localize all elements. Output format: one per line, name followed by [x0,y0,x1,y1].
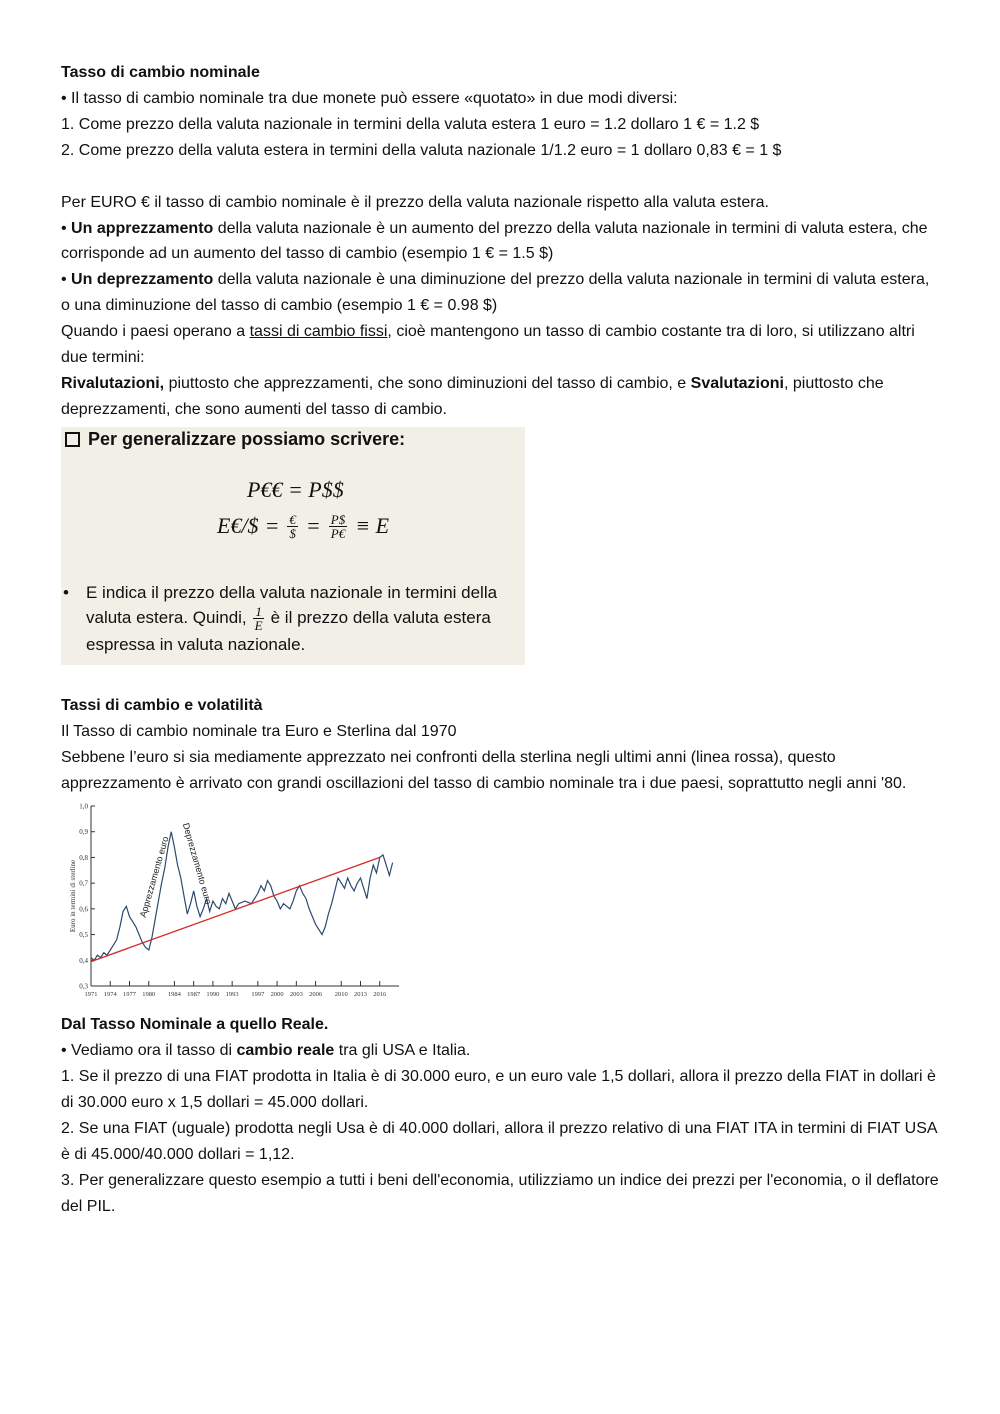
x-tick-label: 1990 [206,991,220,999]
y-tick-label: 0,4 [79,957,88,966]
bullet-dot: • [63,582,69,602]
x-tick-label: 1987 [187,991,201,999]
x-tick-label: 1980 [142,991,156,999]
paragraph-chart-title: Il Tasso di cambio nominale tra Euro e Sterlina dal 1970 [61,722,457,740]
formula-heading-text: Per generalizzare possiamo scrivere: [88,428,406,449]
paragraph-appreciation [61,216,941,268]
term-devaluations: Svalutazioni [690,374,784,392]
term-fixed-rates: tassi di cambio fissi [249,323,388,341]
bullet-pre: E indica il prezzo della valuta nazionale in termini della valuta estera. Quindi, [86,582,498,628]
x-tick-label: 1977 [123,991,136,999]
list-item-1: 1. Come prezzo della valuta nazionale in termini della valuta estera 1 euro = 1.2 dollaro 1 € = 1.2 $ [61,115,760,133]
fraction-prices [329,513,347,540]
fraction-den: E [254,618,263,634]
x-tick-label: 2013 [354,991,367,999]
term-real-exchange: cambio reale [236,1042,335,1060]
y-tick-label: 0,9 [79,828,88,837]
list-item-2: 2. Come prezzo della valuta estera in termini della valuta nazionale 1/1.2 euro = 1 dollaro 0,83 € = 1 $ [61,141,782,159]
formula-bullet-text [86,580,521,658]
x-tick-label: 2016 [373,991,387,999]
fraction-den: P€ [330,525,346,541]
fraction-num: 1 [255,604,262,620]
equation-1-text: P€€ = P$$ [247,476,344,502]
formula-bullet [61,580,521,658]
paragraph-chart-description: Sebbene l’euro si sia mediamente apprezzato nei confronti della sterlina negli ultimi anni (linea rossa), questo apprezzamento è arrivato con grandi oscillazioni del tasso di cambio nominale tra i due paesi, soprattutto negli anni '80. [61,748,907,792]
formula-heading [65,429,405,450]
y-tick-label: 0,7 [79,880,88,889]
paragraph-real-intro [61,1038,941,1064]
fixed-rates-pre: Quando i paesi operano a [61,323,250,341]
y-axis-label: Euro in termini di sterline [69,860,77,933]
series-line-trend [91,858,380,962]
fixed-rates-post: , cioè mantengono un tasso di cambio costante tra di loro, si utilizzano altri due termini: [61,323,915,367]
revaluations-mid: piuttosto che apprezzamenti, che sono diminuzioni del tasso di cambio, e [164,374,691,392]
series-line-exchange-rate [91,832,393,961]
section-title-volatility: Tassi di cambio e volatilità [61,696,263,714]
term-revaluations: Rivalutazioni, [61,374,165,392]
x-tick-label: 2010 [334,991,348,999]
equation-2-rhs: ≡ E [355,513,390,539]
equals-sign: = [264,513,280,539]
y-tick-label: 1,0 [79,802,88,811]
paragraph-depreciation [61,267,941,319]
real-intro-pre: • Vediamo ora il tasso di [61,1042,237,1060]
real-intro-post: tra gli USA e Italia. [334,1042,471,1060]
x-tick-label: 1993 [225,991,239,999]
section-title-nominal-rate: Tasso di cambio nominale [61,64,260,81]
exchange-rate-chart [61,800,406,1005]
x-tick-label: 2000 [270,991,284,999]
annotation-appreciation: Apprezzamento euro [137,835,171,919]
paragraph-quotation-intro: • Il tasso di cambio nominale tra due monete può essere «quotato» in due modi diversi: [61,89,678,107]
depreciation-text: della valuta nazionale è una diminuzione del prezzo della valuta nazionale in termini di valuta estera, o una diminuzione del tasso di cambio (esempio 1 € = 0.98 $) [61,271,930,315]
appreciation-text: della valuta nazionale è un aumento del prezzo della valuta nazionale in termini di valuta estera, che corrisponde ad un aumento del tasso di cambio (esempio 1 € = 1.5 $) [61,219,928,263]
fraction-inverse [253,605,264,632]
y-tick-label: 0,8 [79,854,88,863]
bullet: • [61,219,72,237]
x-tick-label: 1997 [251,991,265,999]
y-tick-label: 0,3 [79,982,88,991]
annotation-depreciation: Deprezzamento euro [180,822,214,906]
paragraph-revaluations [61,371,941,423]
x-tick-label: 1971 [84,991,98,999]
x-tick-label: 1974 [103,991,117,999]
bullet-post: è il prezzo della valuta estera espressa in valuta nazionale. [86,608,491,655]
paragraph-fixed-rates [61,319,941,371]
real-item-3: 3. Per generalizzare questo esempio a tutti i beni dell'economia, utilizziamo un indice dei prezzi per l'economia, o il deflatore del PIL. [61,1171,939,1215]
equation-1 [247,477,344,503]
checkbox-square-icon [65,432,80,447]
real-item-1: 1. Se il prezzo di una FIAT prodotta in Italia è di 30.000 euro, e un euro vale 1,5 dollari, allora il prezzo della FIAT in dollari è di 30.000 euro x 1,5 dollari = 45.000 dollari. [61,1068,936,1112]
fraction-num: € [289,511,296,527]
real-item-2: 2. Se una FIAT (uguale) prodotta negli Usa è di 40.000 dollari, allora il prezzo relativo di una FIAT ITA in termini di FIAT USA è di 45.000/40.000 dollari = 1,12. [61,1120,937,1163]
fraction-currency [287,513,298,540]
term-appreciation: Un apprezzamento [71,219,214,237]
document-page [61,60,941,1220]
x-tick-label: 2003 [289,991,303,999]
formula-box [61,427,525,665]
equation-2-lhs: E€/$ [217,513,259,539]
y-tick-label: 0,6 [79,905,88,914]
section-title-real-rate: Dal Tasso Nominale a quello Reale. [61,1016,329,1034]
equals-sign: = [305,513,321,539]
x-tick-label: 1984 [167,991,181,999]
x-tick-label: 2006 [309,991,323,999]
devaluations-rest: , piuttosto che deprezzamenti, che sono aumenti del tasso di cambio. [61,374,884,418]
fraction-num: P$ [330,511,346,527]
bullet: • [61,271,72,289]
fraction-den: $ [289,525,296,541]
equation-2 [217,513,389,540]
paragraph-euro-definition: Per EURO € il tasso di cambio nominale è il prezzo della valuta nazionale rispetto alla valuta estera. [61,193,769,211]
term-depreciation: Un deprezzamento [71,271,214,289]
y-tick-label: 0,5 [79,931,88,940]
